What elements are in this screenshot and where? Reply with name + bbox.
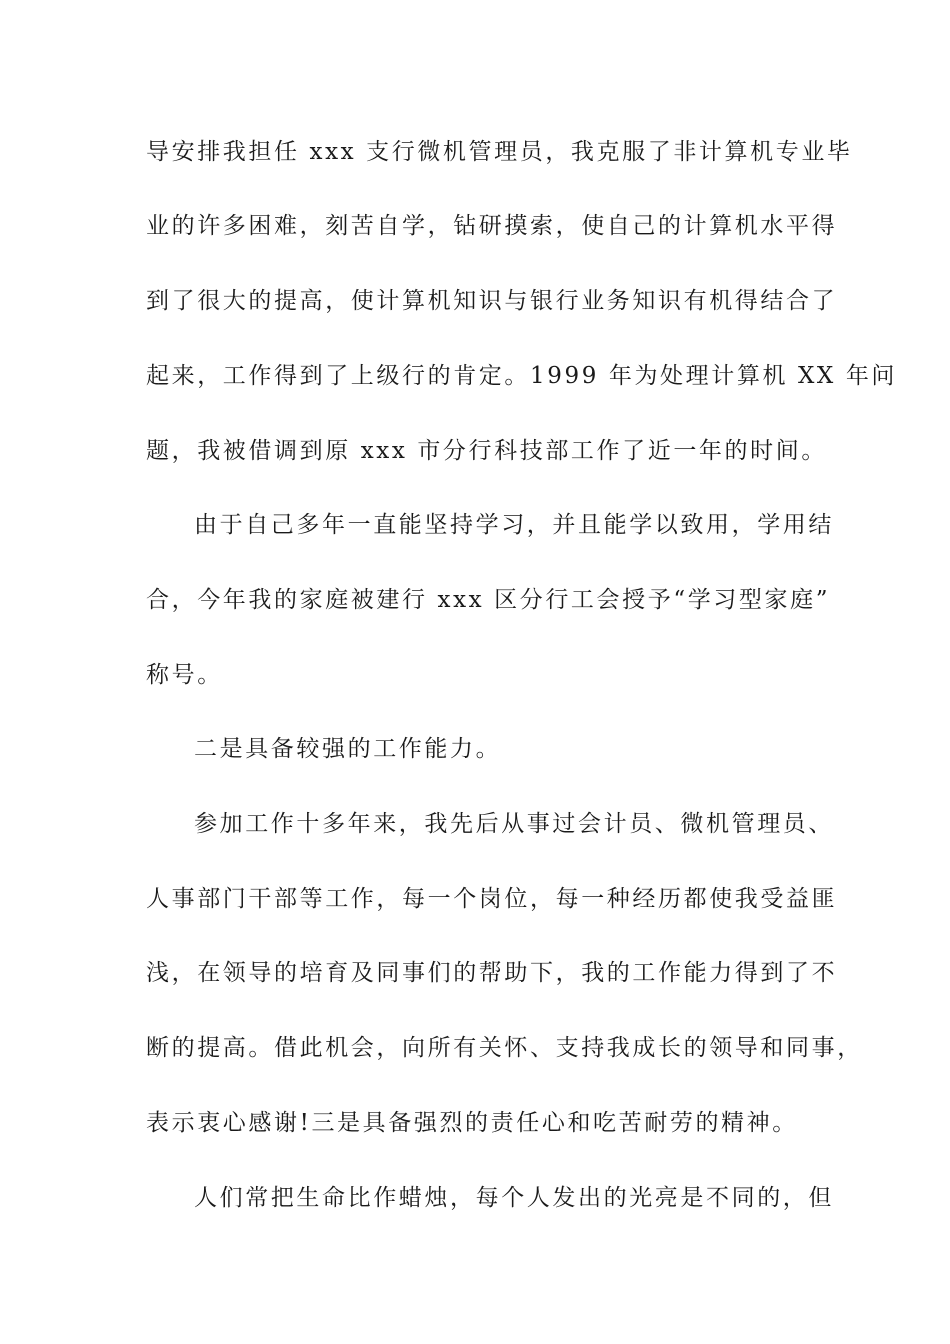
paragraph-first-line: 人们常把生命比作蜡烛，每个人发出的光亮是不同的，但 — [194, 1185, 834, 1211]
text-line: 合，今年我的家庭被建行 xxx 区分行工会授予“学习型家庭” — [146, 587, 831, 613]
paragraph-first-line: 参加工作十多年来，我先后从事过会计员、微机管理员、 — [194, 811, 834, 837]
text-line: 到了很大的提高，使计算机知识与银行业务知识有机得结合了 — [146, 288, 838, 314]
paragraph-first-line: 由于自己多年一直能坚持学习，并且能学以致用，学用结 — [194, 512, 834, 538]
text-line: 业的许多困难，刻苦自学，钻研摸索，使自己的计算机水平得 — [146, 213, 838, 239]
text-line: 浅，在领导的培育及同事们的帮助下，我的工作能力得到了不 — [146, 960, 838, 986]
text-line: 导安排我担任 xxx 支行微机管理员，我克服了非计算机专业毕 — [146, 139, 853, 165]
text-line: 称号。 — [146, 662, 223, 688]
text-line: 人事部门干部等工作，每一个岗位，每一种经历都使我受益匪 — [146, 886, 838, 912]
text-line: 起来，工作得到了上级行的肯定。1999 年为处理计算机 XX 年问 — [146, 363, 898, 389]
section-heading: 二是具备较强的工作能力。 — [194, 736, 502, 762]
text-line: 断的提高。借此机会，向所有关怀、支持我成长的领导和同事， — [146, 1035, 863, 1061]
text-line: 表示衷心感谢!三是具备强烈的责任心和吃苦耐劳的精神。 — [146, 1110, 798, 1136]
text-line: 题，我被借调到原 xxx 市分行科技部工作了近一年的时间。 — [146, 438, 827, 464]
